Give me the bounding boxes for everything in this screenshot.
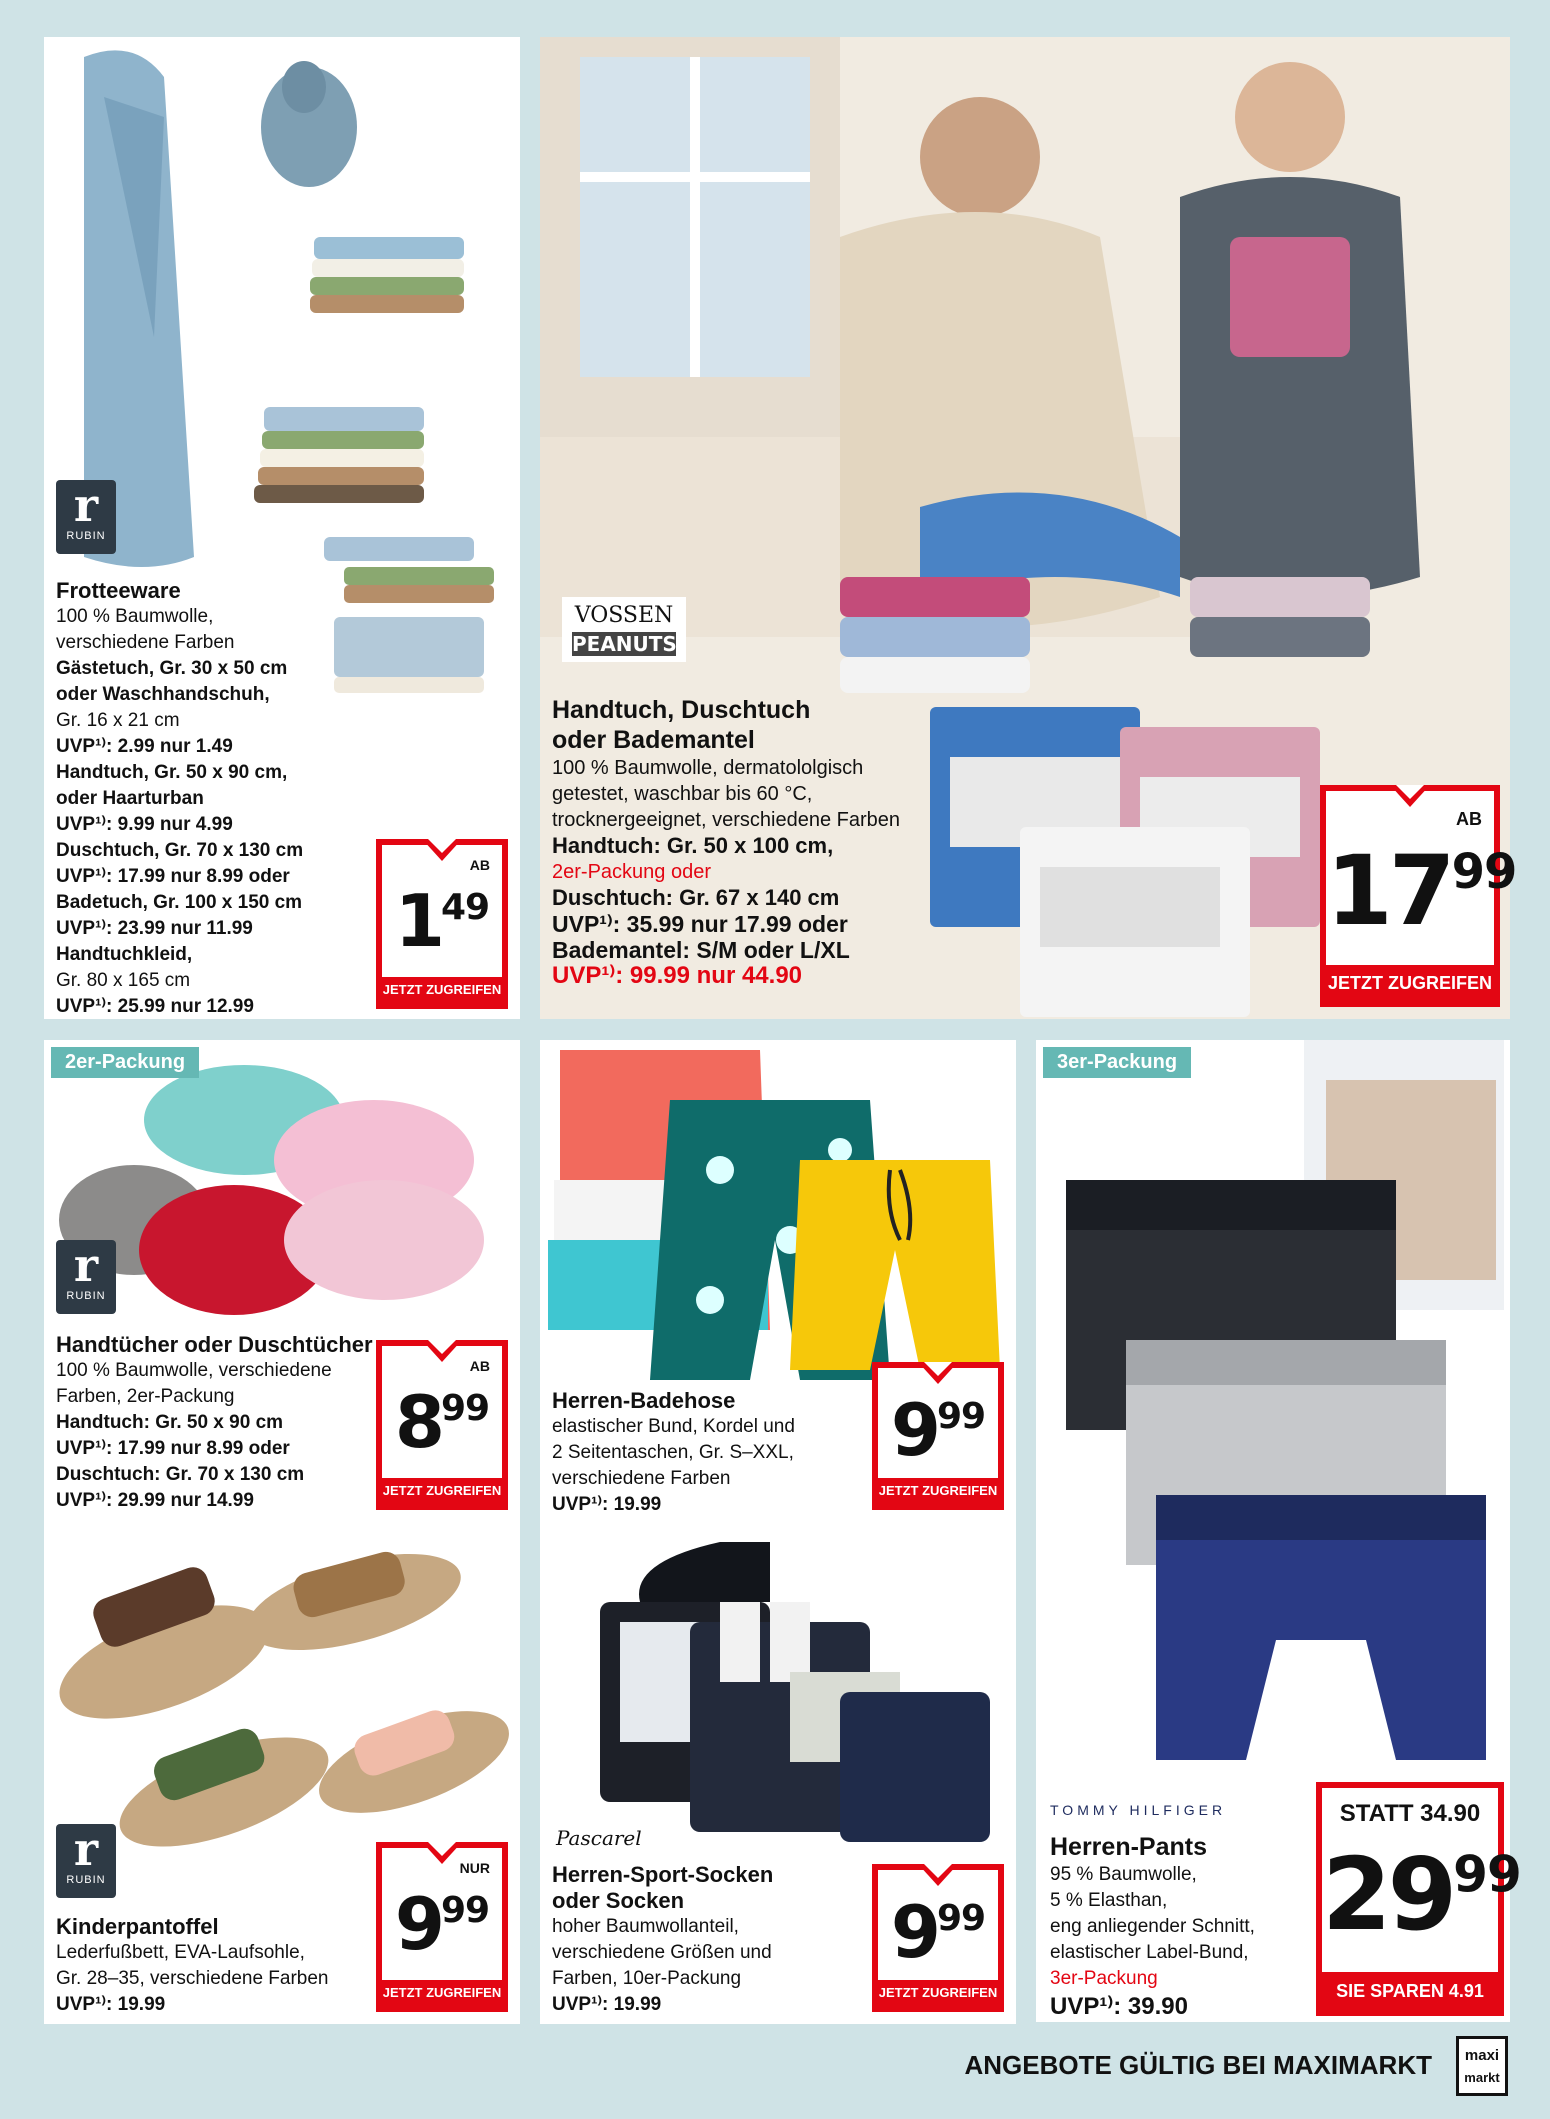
product-herren-badehose[interactable] [540, 1040, 1016, 1542]
price-cta: JETZT ZUGREIFEN [1326, 965, 1494, 1001]
product-vossen-peanuts[interactable] [540, 37, 1517, 1019]
desc-line: 2 Seitentaschen, Gr. S–XXL, [552, 1442, 794, 1463]
desc-line: eng anliegender Schnitt, [1050, 1916, 1255, 1937]
price-cents: 99 [937, 1898, 986, 1939]
desc-line: oder Waschhandschuh, [56, 684, 270, 705]
desc-line: Duschtuch: Gr. 70 x 130 cm [56, 1464, 305, 1485]
rubin-logo [56, 480, 116, 554]
product-herren-socken[interactable] [540, 1542, 1016, 2024]
product-description [552, 1388, 795, 1518]
pack-badge: 2er-Packung [51, 1047, 199, 1078]
desc-line: 3er-Packung [1050, 1968, 1158, 1989]
product-kinderpantoffel[interactable] [44, 1542, 520, 2024]
price-main: 29 [1322, 1836, 1454, 1953]
product-image-swim-shorts [540, 1040, 1016, 1400]
product-title: Handtuch, Duschtuch [552, 696, 811, 724]
desc-line: trocknergeeignet, verschiedene Farben [552, 809, 900, 831]
maximarkt-logo [1456, 2036, 1508, 2096]
price-main: 9 [890, 1388, 937, 1472]
desc-line: elastischer Label-Bund, [1050, 1942, 1249, 1963]
uvp-line: UVP¹⁾: 29.99 nur 14.99 [56, 1490, 254, 1511]
desc-line: Gr. 80 x 165 cm [56, 970, 191, 991]
price-tag [1320, 785, 1517, 1007]
uvp-line: UVP¹⁾: 19.99 [552, 1494, 662, 1515]
uvp-line: UVP¹⁾: 19.99 [56, 1994, 166, 2015]
price-cents: 99 [1453, 1845, 1521, 1904]
product-description [56, 1914, 329, 2018]
price-main: 8 [394, 1380, 441, 1464]
uvp-line: UVP¹⁾: 23.99 nur 11.99 [56, 918, 253, 939]
rubin-logo-mark: r [73, 478, 99, 532]
price-value [382, 1882, 502, 1966]
desc-line: Gästetuch, Gr. 30 x 50 cm [56, 658, 288, 679]
vossen-logo: VOSSEN [574, 603, 674, 628]
price-value [878, 1388, 998, 1472]
rubin-logo-mark: r [73, 1822, 99, 1876]
desc-line: Gr. 28–35, verschiedene Farben [56, 1968, 329, 1989]
desc-line: getestet, waschbar bis 60 °C, [552, 783, 813, 805]
rubin-logo-text: RUBIN [66, 1874, 106, 1886]
desc-line: elastischer Bund, Kordel und [552, 1416, 795, 1437]
footer [0, 2030, 1550, 2119]
uvp-line: UVP¹⁾: 25.99 nur 12.99 [56, 996, 254, 1017]
desc-line: Duschtuch, Gr. 70 x 130 cm [56, 840, 304, 861]
product-description [1050, 1832, 1255, 2022]
price-value [382, 1380, 502, 1464]
price-tag [376, 1340, 508, 1510]
desc-line: oder Haarturban [56, 788, 204, 809]
price-tag [1316, 1782, 1521, 2016]
price-cents: 99 [937, 1396, 986, 1437]
uvp-line: UVP¹⁾: 9.99 nur 4.99 [56, 814, 233, 835]
price-prefix: NUR [459, 1860, 490, 1876]
desc-line: Badetuch, Gr. 100 x 150 cm [56, 892, 303, 913]
desc-line: 100 % Baumwolle, dermatololgisch [552, 757, 864, 779]
price-savings: SIE SPAREN 4.91 [1322, 1972, 1498, 2010]
desc-line: 100 % Baumwolle, verschiedene [56, 1360, 332, 1381]
uvp-line: UVP¹⁾: 17.99 nur 8.99 oder [56, 1438, 290, 1459]
product-title: oder Bademantel [552, 726, 755, 754]
price-value [1326, 835, 1517, 947]
price-tag [872, 1362, 1004, 1510]
desc-line: 95 % Baumwolle, [1050, 1864, 1197, 1885]
uvp-line: UVP¹⁾: 35.99 nur 17.99 oder [552, 911, 848, 937]
rubin-logo-text: RUBIN [66, 1290, 106, 1302]
maximarkt-logo-bottom: markt [1464, 2070, 1500, 2085]
product-description [56, 1332, 373, 1514]
desc-line: hoher Baumwollanteil, [552, 1916, 739, 1937]
price-was: STATT 34.90 [1339, 1800, 1481, 1827]
price-value [878, 1890, 998, 1974]
price-cents: 99 [441, 1388, 490, 1429]
uvp-line: UVP¹⁾: 39.90 [1050, 1993, 1188, 2020]
product-title: Herren-Badehose [552, 1388, 736, 1413]
price-cta: JETZT ZUGREIFEN [382, 1980, 502, 2006]
product-title: Handtücher oder Duschtücher [56, 1332, 373, 1357]
rubin-logo-text: RUBIN [66, 530, 106, 542]
uvp-line: UVP¹⁾: 99.99 nur 44.90 [552, 962, 803, 989]
desc-line: 5 % Elasthan, [1050, 1890, 1168, 1911]
product-image-slippers [44, 1542, 520, 1862]
product-image-boxer-briefs [1036, 1040, 1510, 1780]
product-frotteeware[interactable] [44, 37, 520, 1019]
peanuts-logo: PEANUTS [572, 632, 677, 656]
price-cents: 99 [441, 1890, 490, 1931]
rubin-logo [56, 1824, 116, 1898]
desc-line: verschiedene Farben [56, 632, 235, 653]
tommy-hilfiger-logo: TOMMY HILFIGER [1050, 1802, 1227, 1818]
rubin-logo-mark: r [73, 1238, 99, 1292]
desc-line: Duschtuch: Gr. 67 x 140 cm [552, 885, 840, 910]
uvp-line: UVP¹⁾: 19.99 [552, 1994, 662, 2015]
desc-line: verschiedene Größen und [552, 1942, 772, 1963]
product-title: oder Socken [552, 1888, 685, 1913]
desc-line: Handtuch: Gr. 50 x 90 cm [56, 1412, 284, 1433]
desc-line: Handtuch: Gr. 50 x 100 cm, [552, 833, 834, 858]
product-description [552, 1862, 773, 2018]
pack-badge: 3er-Packung [1043, 1047, 1191, 1078]
desc-line: Handtuch, Gr. 50 x 90 cm, [56, 762, 288, 783]
price-tag [376, 839, 508, 1009]
product-description [552, 695, 900, 989]
product-description [56, 578, 303, 1020]
price-main: 1 [394, 879, 441, 963]
product-title: Kinderpantoffel [56, 1914, 219, 1939]
product-handtuecher[interactable] [44, 1040, 520, 1542]
price-value [1322, 1836, 1521, 1953]
product-image-washcloths [324, 567, 514, 737]
price-cta: JETZT ZUGREIFEN [878, 1980, 998, 2006]
price-cta: JETZT ZUGREIFEN [382, 1478, 502, 1504]
product-image-socks [540, 1542, 1016, 1842]
product-title: Frotteeware [56, 578, 181, 603]
desc-line: verschiedene Farben [552, 1468, 731, 1489]
vossen-peanuts-logo [562, 597, 686, 662]
price-prefix: AB [469, 1358, 490, 1374]
footer-validity-text: ANGEBOTE GÜLTIG BEI MAXIMARKT [964, 2050, 1432, 2080]
desc-line: 2er-Packung oder [552, 861, 711, 883]
price-tag [872, 1864, 1004, 2012]
price-cta: JETZT ZUGREIFEN [878, 1478, 998, 1504]
uvp-line: UVP¹⁾: 17.99 nur 8.99 oder [56, 866, 290, 887]
price-main: 9 [394, 1882, 441, 1966]
desc-line: Farben, 2er-Packung [56, 1386, 235, 1407]
product-title: Herren-Pants [1050, 1833, 1207, 1861]
desc-line: Lederfußbett, EVA-Laufsohle, [56, 1942, 305, 1963]
desc-line: Bademantel: S/M oder L/XL [552, 937, 850, 963]
desc-line: 100 % Baumwolle, [56, 606, 214, 627]
price-main: 9 [890, 1890, 937, 1974]
price-cents: 99 [1451, 844, 1517, 900]
price-tag [376, 1842, 508, 2012]
product-title: Herren-Sport-Socken [552, 1862, 774, 1887]
price-value [382, 879, 502, 963]
product-herren-pants[interactable] [1036, 1040, 1521, 2022]
price-prefix: AB [469, 857, 490, 873]
uvp-line: UVP¹⁾: 2.99 nur 1.49 [56, 736, 233, 757]
desc-line: Farben, 10er-Packung [552, 1968, 742, 1989]
rubin-logo [56, 1240, 116, 1314]
desc-line: Handtuchkleid, [56, 944, 193, 965]
price-main: 17 [1326, 835, 1452, 947]
price-prefix: AB [1456, 809, 1482, 829]
price-cents: 49 [441, 887, 490, 928]
price-cta: JETZT ZUGREIFEN [382, 977, 502, 1003]
maximarkt-logo-top: maxi [1464, 2047, 1500, 2064]
pascarel-logo: Pascarel [556, 1826, 642, 1850]
desc-line: Gr. 16 x 21 cm [56, 710, 180, 731]
